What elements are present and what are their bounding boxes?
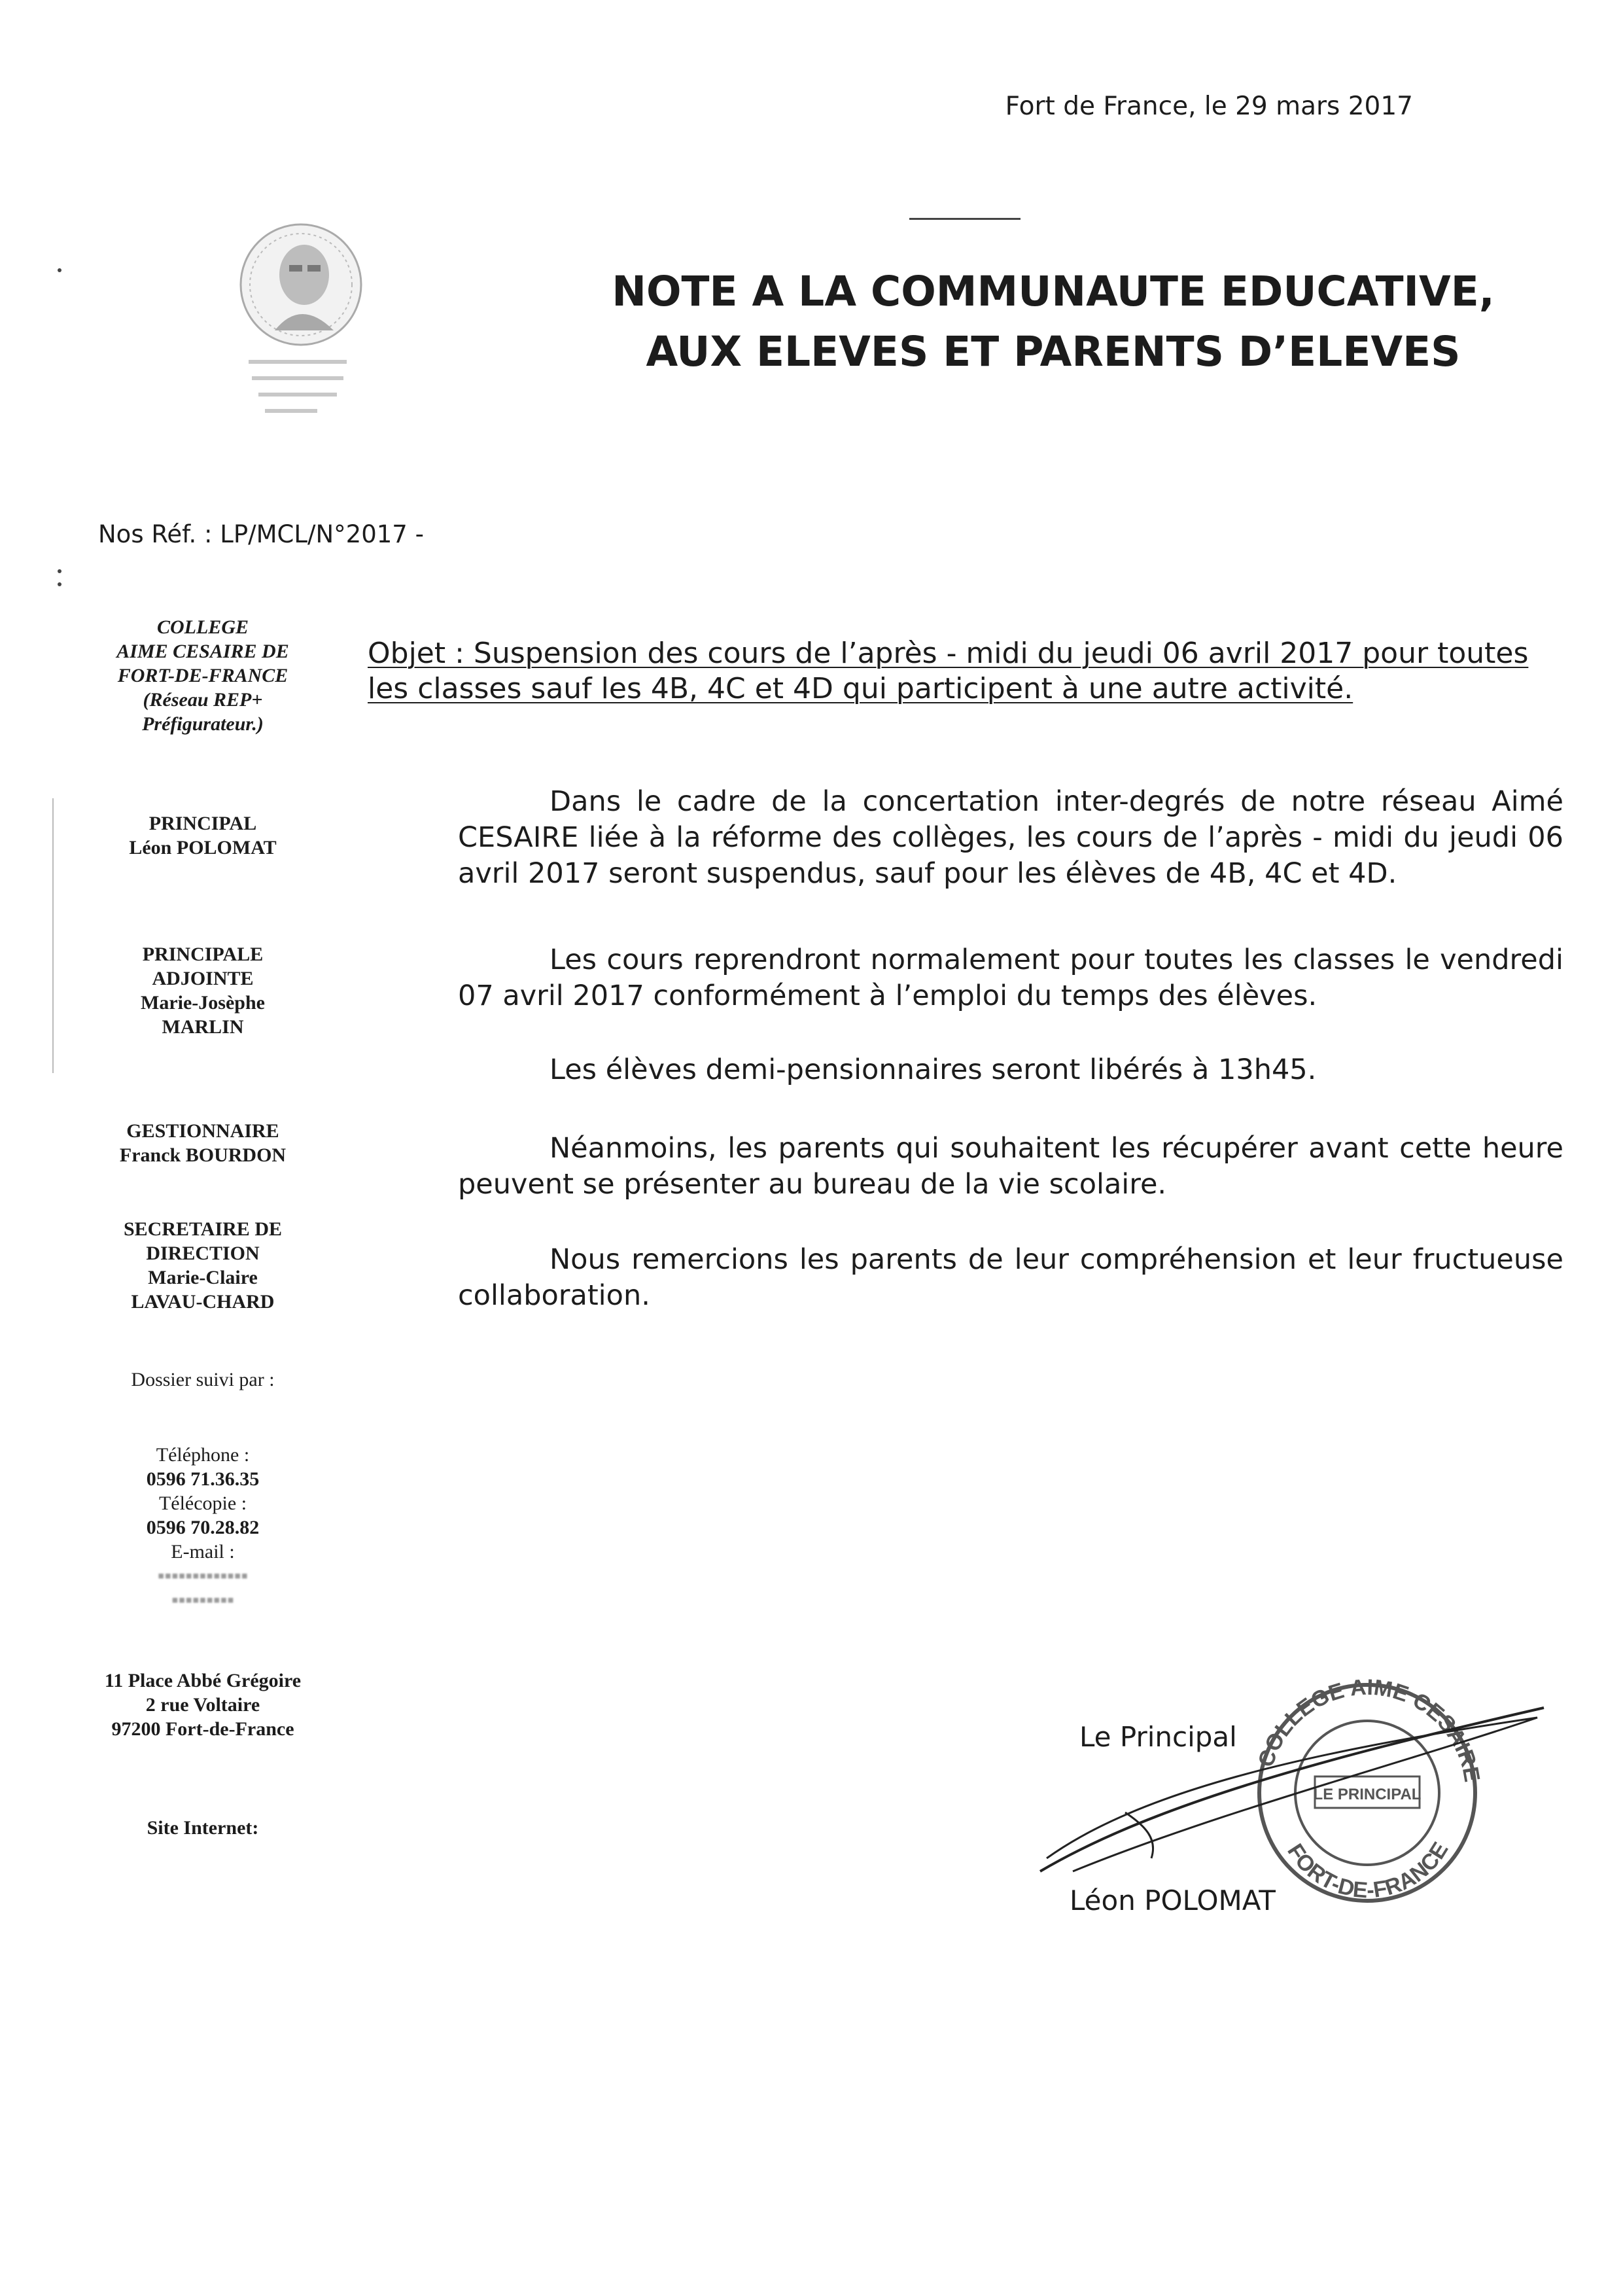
principal-title: PRINCIPAL bbox=[148, 813, 257, 834]
gestionnaire-name: Franck BOURDON bbox=[119, 1144, 287, 1166]
paragraph-4 bbox=[458, 1131, 1563, 1203]
secretaire-name: LAVAU-CHARD bbox=[131, 1291, 275, 1313]
college-name: FORT-DE-FRANCE bbox=[117, 665, 288, 686]
svg-text:COLLEGE AIME CESAIRE: COLLEGE AIME CESAIRE bbox=[1253, 1675, 1485, 1784]
scan-mark bbox=[58, 569, 61, 573]
scan-mark bbox=[58, 268, 61, 272]
handwritten-signature bbox=[1021, 1662, 1557, 1888]
telecopie-label: Télécopie : bbox=[158, 1492, 247, 1514]
adjointe-title: PRINCIPALE bbox=[142, 944, 264, 965]
divider bbox=[909, 218, 1021, 220]
paragraph-text: Dans le cadre de la concertation inter-degrés de notre réseau Aimé CESAIRE liée à la réforme des collèges, les cours de l’après - midi du jeudi 06 avril 2017 seront suspendus, sauf pour les élèves de 4B, 4C et 4D. bbox=[458, 785, 1563, 890]
adjointe-name: MARLIN bbox=[162, 1016, 244, 1038]
subject bbox=[368, 636, 1565, 707]
reference-number: Nos Réf. : LP/MCL/N°2017 - bbox=[98, 520, 424, 548]
scan-mark bbox=[58, 582, 61, 586]
secretaire-title: DIRECTION bbox=[146, 1243, 260, 1264]
date-line: Fort de France, le 29 mars 2017 bbox=[1005, 92, 1413, 121]
college-network: (Réseau REP+ bbox=[143, 689, 263, 711]
telecopie-number: 0596 70.28.82 bbox=[146, 1517, 260, 1538]
contact-block bbox=[85, 1443, 321, 1612]
paragraph-1 bbox=[458, 784, 1563, 892]
secretaire-title: SECRETAIRE DE bbox=[123, 1218, 282, 1240]
title-line-2: AUX ELEVES ET PARENTS D’ELEVES bbox=[646, 328, 1461, 376]
gestionnaire-block bbox=[85, 1119, 321, 1167]
paragraph-text: Nous remercions les parents de leur compréhension et leur fructueuse collaboration. bbox=[458, 1243, 1563, 1312]
paragraph-text: Les cours reprendront normalement pour toutes les classes le vendredi 07 avril 2017 conformément à l’emploi du temps des élèves. bbox=[458, 944, 1563, 1012]
email-label: E-mail : bbox=[171, 1541, 235, 1563]
subject-line-1: Objet : Suspension des cours de l’après - midi du jeudi 06 avril 2017 pour toutes bbox=[368, 637, 1529, 670]
secretaire-block bbox=[85, 1217, 321, 1314]
address-line: 97200 Fort-de-France bbox=[111, 1718, 294, 1740]
adjointe-block bbox=[85, 942, 321, 1039]
secretaire-name: Marie-Claire bbox=[148, 1267, 258, 1288]
dossier-suivi: Dossier suivi par : bbox=[131, 1369, 275, 1390]
signatory-title: Le Principal bbox=[1079, 1721, 1237, 1753]
email-address-blurred: ▪▪▪▪▪▪▪▪▪ bbox=[171, 1589, 234, 1611]
college-logo bbox=[236, 219, 393, 438]
adjointe-name: Marie-Josèphe bbox=[141, 992, 265, 1014]
paragraph-text: Les élèves demi-pensionnaires seront libérés à 13h45. bbox=[550, 1053, 1317, 1086]
subject-line-2: les classes sauf les 4B, 4C et 4D qui participent à une autre activité. bbox=[368, 672, 1353, 705]
adjointe-title: ADJOINTE bbox=[152, 968, 254, 989]
telephone-number: 0596 71.36.35 bbox=[146, 1468, 260, 1490]
address-line: 11 Place Abbé Grégoire bbox=[104, 1670, 302, 1691]
paragraph-text: Néanmoins, les parents qui souhaitent les récupérer avant cette heure peuvent se présenter au bureau de la vie scolaire. bbox=[458, 1132, 1563, 1201]
scan-mark bbox=[52, 798, 54, 1073]
title-line-1: NOTE A LA COMMUNAUTE EDUCATIVE, bbox=[612, 268, 1495, 315]
svg-text:LE PRINCIPAL: LE PRINCIPAL bbox=[1313, 1786, 1422, 1803]
telephone-label: Téléphone : bbox=[156, 1444, 250, 1466]
college-network: Préfigurateur.) bbox=[142, 713, 264, 735]
paragraph-3 bbox=[458, 1052, 1563, 1088]
address-block bbox=[85, 1669, 321, 1741]
address-line: 2 rue Voltaire bbox=[145, 1694, 260, 1716]
svg-text:FORT-DE-FRANCE: FORT-DE-FRANCE bbox=[1282, 1837, 1454, 1903]
signatory-name: Léon POLOMAT bbox=[1070, 1884, 1276, 1916]
paragraph-2 bbox=[458, 942, 1563, 1014]
website-label: Site Internet: bbox=[147, 1817, 259, 1839]
college-block bbox=[85, 615, 321, 736]
principal-block bbox=[85, 811, 321, 860]
email-address-blurred: ▪▪▪▪▪▪▪▪▪▪▪▪▪ bbox=[157, 1565, 249, 1587]
college-name: AIME CESAIRE DE bbox=[116, 641, 289, 662]
college-name: COLLEGE bbox=[156, 616, 249, 638]
gestionnaire-title: GESTIONNAIRE bbox=[126, 1120, 279, 1142]
principal-name: Léon POLOMAT bbox=[129, 837, 277, 858]
document-title bbox=[589, 262, 1518, 382]
paragraph-5 bbox=[458, 1242, 1563, 1314]
